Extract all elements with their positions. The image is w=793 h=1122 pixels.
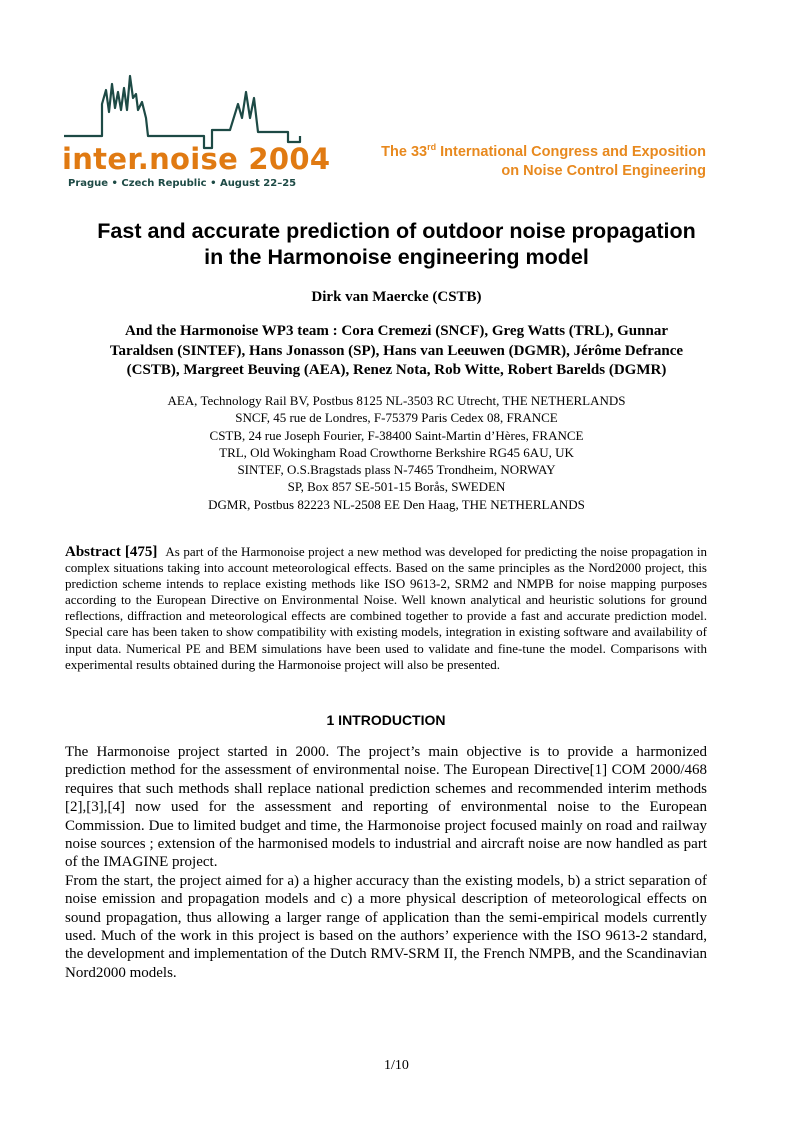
- logo-wordmark: inter.noise 2004: [62, 142, 331, 176]
- page-number: 1/10: [384, 1058, 409, 1073]
- abstract-text: As part of the Harmonoise project a new method was developed for predicting the noise propagation in complex situations taking into account meteorological effects. Based on the same principles as the Nord2000 project, this prediction scheme intends to replace existing methods like ISO 9613-2, SRM2 and NMPB for noise mapping purposes according to the European Directive on Environmental Noise. Well known analytical and heuristic solutions for ground reflections, diffraction and meteorological effects are combined together to provide a fast and accurate prediction model. Special care has been taken to show compatibility with existing models, integration in existing software and availability of input data. Numerical PE and BEM simulations have been used to validate and fine-tune the model. Comparisons with experimental results obtained during the Harmonoise project will also be presented.: [65, 544, 708, 672]
- affiliation: SNCF, 45 rue de Londres, F-75379 Paris Cedex 08, FRANCE: [235, 410, 558, 426]
- abstract-label: Abstract [475]: [65, 544, 158, 560]
- congress-line-1: The 33rd International Congress and Exposition: [381, 142, 706, 160]
- paper-title: [40, 218, 753, 270]
- team-authors: And the Harmonoise WP3 team : Cora Cremezi (SNCF), Greg Watts (TRL), Gunnar Taraldsen (SINTEF), Hans Jonasson (SP), Hans van Leeuwen (DGMR), Jérôme Defrance (CSTB), Margreet Beuving (AEA), Renez Nota, Rob Witte, Robert Barelds (DGMR): [109, 323, 684, 378]
- ordinal-suffix: rd: [427, 142, 437, 152]
- affiliation: TRL, Old Wokingham Road Crowthorne Berkshire RG45 6AU, UK: [219, 444, 574, 460]
- main-author: Dirk van Maercke (CSTB): [311, 289, 482, 305]
- affiliation: AEA, Technology Rail BV, Postbus 8125 NL-3503 RC Utrecht, THE NETHERLANDS: [167, 393, 626, 408]
- title-line-1: Fast and accurate prediction of outdoor noise propagation: [97, 219, 696, 243]
- congress-line-2: on Noise Control Engineering: [501, 162, 706, 179]
- affiliation: DGMR, Postbus 82223 NL-2508 EE Den Haag, THE NETHERLANDS: [208, 496, 585, 512]
- abstract: [65, 544, 707, 673]
- conference-logo: [62, 70, 331, 195]
- affiliation: SINTEF, O.S.Bragstads plass N-7465 Trondheim, NORWAY: [237, 462, 556, 478]
- paragraph: The Harmonoise project started in 2000. The project’s main objective is to provide a harmonized prediction method for the assessment of environmental noise. The European Directive[1] COM 2000/468 requires that such methods shall replace national prediction schemes and recommended interim methods [2],[3],[4] now used for the assessment and reporting of environmental noise to the European Commission. Due to limited budget and time, the Harmonoise project focused mainly on road and railway noise sources ; extension of the harmonised models to industrial and aircraft noise are now handled as part of the IMAGINE project.: [65, 744, 707, 871]
- paragraph: From the start, the project aimed for a) a higher accuracy than the existing models, b) a strict separation of noise emission and propagation models and c) a more physical description of meteorological effects on sound propagation, thus allowing a larger range of application than the semi-empirical models currently used. Much of the work in this project is based on the authors’ experience with the ISO 9613-2 standard, the development and implementation of the Dutch RMV-SRM II, the French NMPB, and the Scandinavian Nord2000 models.: [65, 872, 707, 981]
- congress-title: [381, 138, 706, 181]
- logo-subtitle: Prague • Czech Republic • August 22–25: [68, 178, 297, 189]
- title-line-2: in the Harmonoise engineering model: [204, 245, 589, 269]
- introduction-body: [65, 743, 707, 982]
- affiliation: CSTB, 24 rue Joseph Fourier, F-38400 Saint-Martin d’Hères, FRANCE: [209, 427, 584, 443]
- affiliations: [40, 392, 753, 513]
- affiliation: SP, Box 857 SE-501-15 Borås, SWEDEN: [287, 479, 506, 495]
- section-heading: 1 INTRODUCTION: [326, 712, 446, 728]
- prague-skyline-icon: [62, 70, 302, 150]
